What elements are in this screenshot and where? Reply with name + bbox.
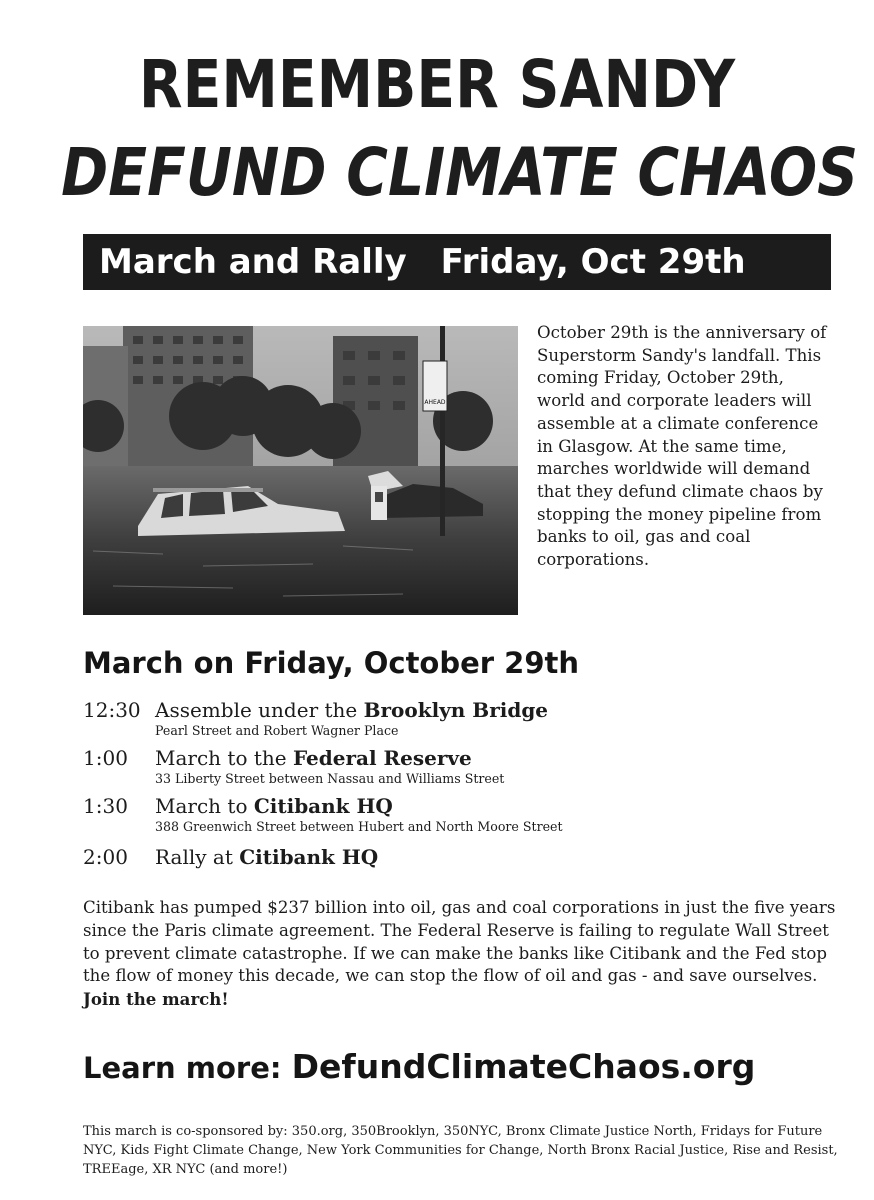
schedule-time: 12:30 (83, 698, 141, 722)
schedule-location: Citibank HQ (239, 845, 379, 869)
banner-event-type: March and Rally (99, 242, 407, 282)
learn-more (83, 1047, 755, 1086)
schedule-description: Rally at Citibank HQ (155, 845, 379, 869)
march-title: March on Friday, October 29th (83, 646, 580, 680)
schedule-time: 1:30 (83, 794, 128, 818)
schedule-description: Assemble under the Brooklyn Bridge (155, 698, 549, 722)
event-banner (83, 234, 831, 290)
sign-text: AHEAD (424, 399, 446, 406)
schedule-time: 2:00 (83, 845, 128, 869)
website-link[interactable]: DefundClimateChaos.org (291, 1047, 756, 1086)
learn-more-label: Learn more: (83, 1051, 292, 1085)
flood-photo (83, 326, 518, 615)
schedule-address: Pearl Street and Robert Wagner Place (155, 723, 399, 738)
schedule-time: 1:00 (83, 746, 128, 770)
schedule-location: Citibank HQ (253, 794, 393, 818)
schedule-address: 33 Liberty Street between Nassau and Williams Street (155, 771, 505, 786)
call-to-action: Join the march! (83, 989, 229, 1010)
intro-paragraph: October 29th is the anniversary of Superstorm Sandy's landfall. This coming Friday, October 29th, world and corporate leaders will assemble at a climate conference in Glasgow. At the same time, marches worldwide will demand that they defund climate chaos by stopping the money pipeline from banks to oil, gas and coal corporations. (537, 323, 827, 570)
schedule-description: March to Citibank HQ (155, 794, 393, 818)
schedule-description: March to the Federal Reserve (155, 746, 472, 770)
schedule-address: 388 Greenwich Street between Hubert and North Moore Street (155, 819, 563, 834)
headline-line-2: DEFUND CLIMATE CHAOS (61, 134, 858, 211)
headline-line-1: REMEMBER SANDY (138, 46, 736, 123)
schedule-location: Federal Reserve (292, 746, 472, 770)
body-paragraph: Citibank has pumped $237 billion into oil, gas and coal corporations in just the five years since the Paris climate agreement. The Federal Reserve is failing to regulate Wall Street to prevent climate catastrophe. If we can make the banks like Citibank and the Fed stop the flow of money this decade, we can stop the flow of oil and gas - and save ourselves. Join the march! (83, 898, 836, 1010)
sponsors-list: This march is co-sponsored by: 350.org, 350Brooklyn, 350NYC, Bronx Climate Justice North, Fridays for Future NYC, Kids Fight Climate Change, New York Communities for Change, North Bronx Racial Justice, Rise and Resist, TREEage, XR NYC (and more!) (83, 1124, 838, 1177)
flood-scene-illustration (83, 326, 518, 615)
banner-date: Friday, Oct 29th (440, 242, 746, 282)
schedule-location: Brooklyn Bridge (363, 698, 549, 722)
